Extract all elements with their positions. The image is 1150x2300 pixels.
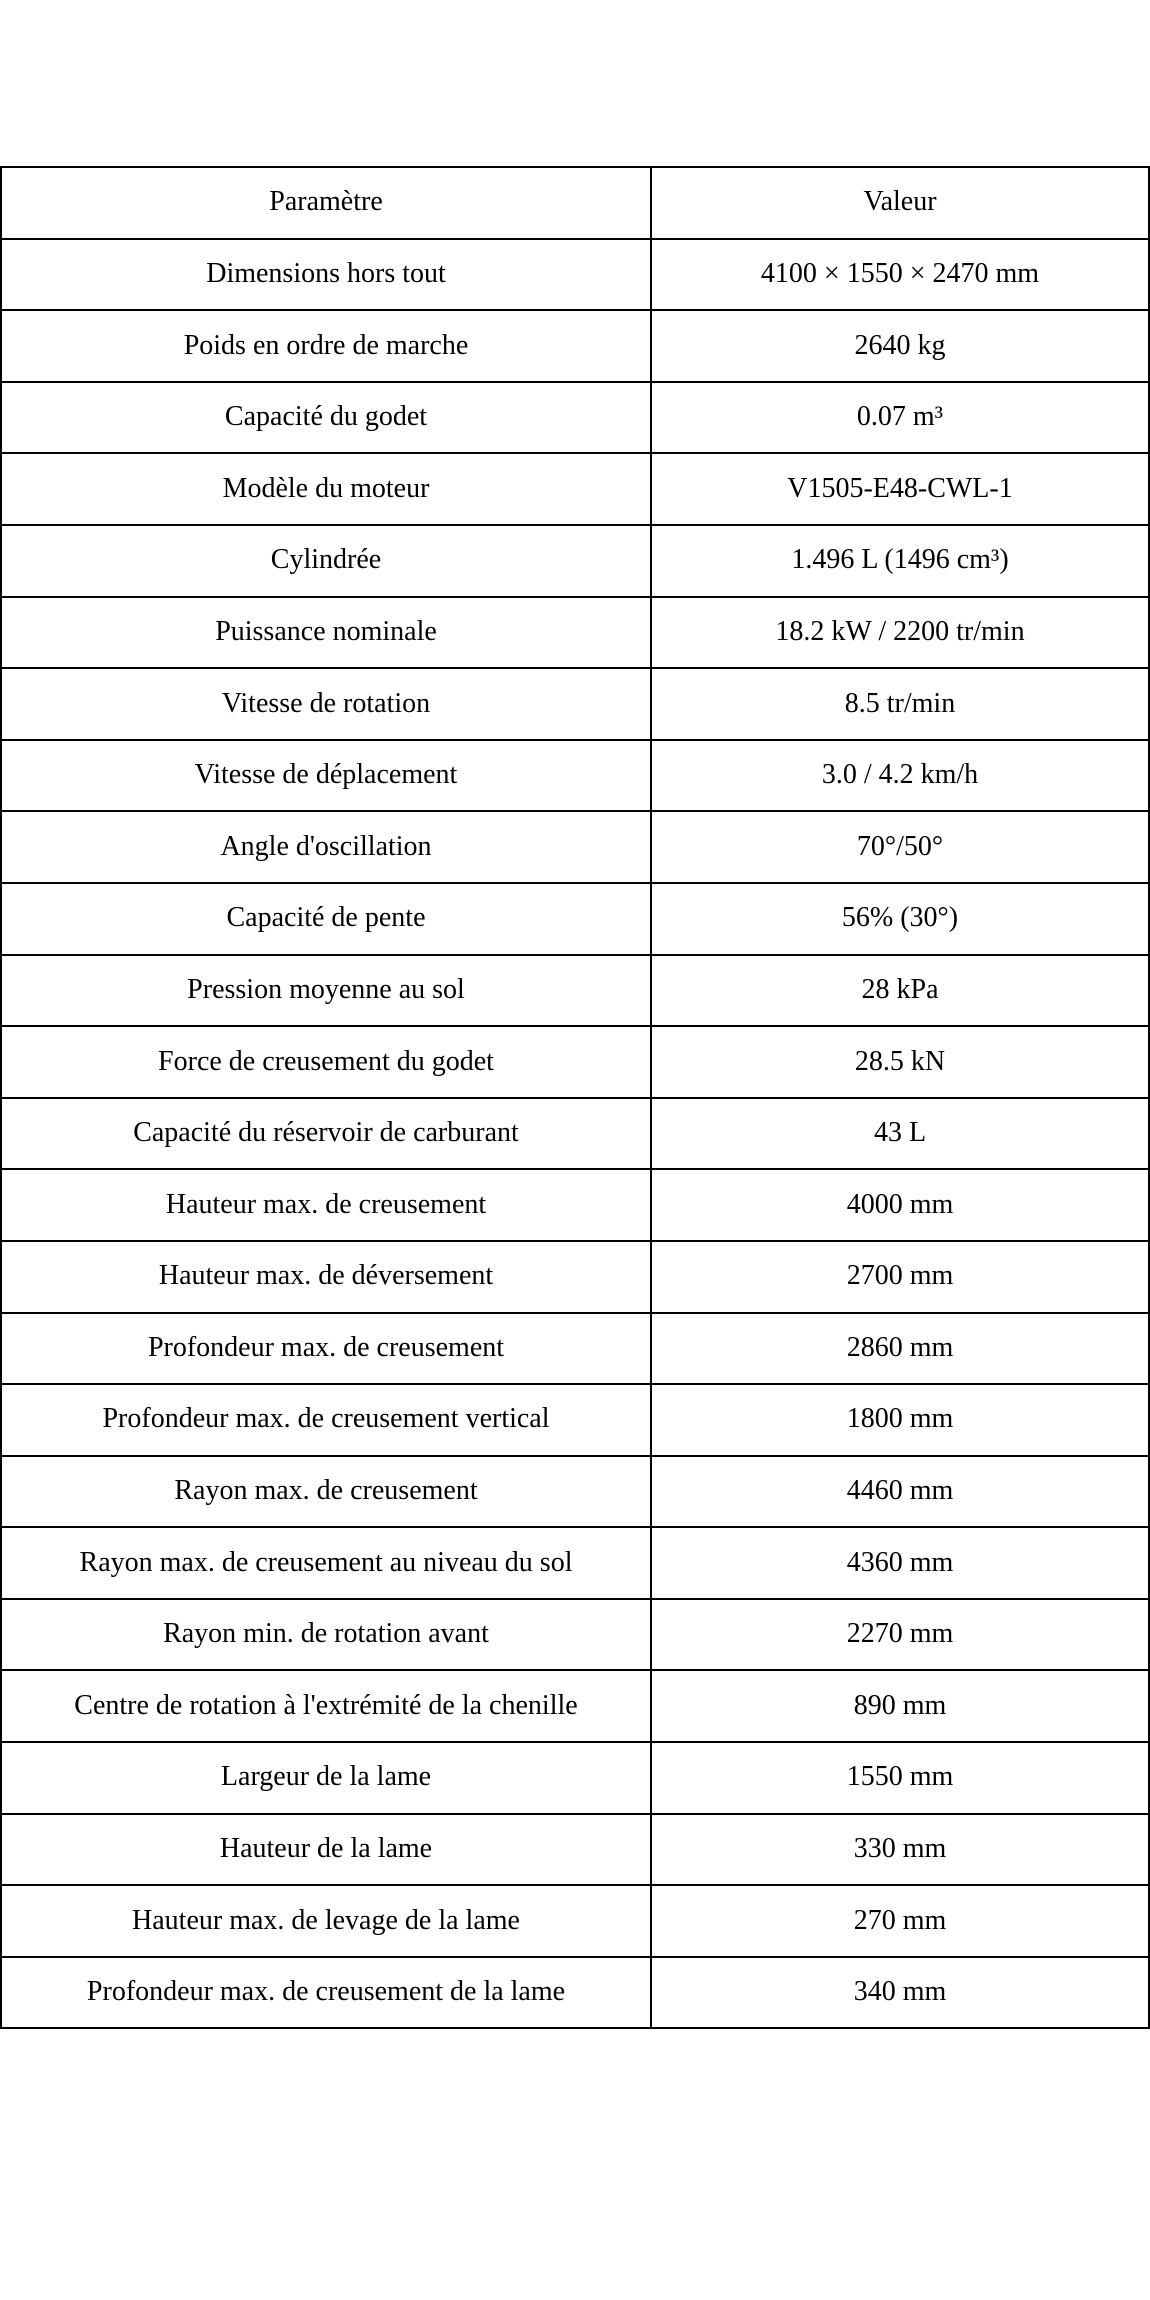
parameter-cell: Modèle du moteur [1, 453, 651, 525]
value-cell: 1550 mm [651, 1742, 1149, 1814]
table-row [1, 1384, 1149, 1456]
value-cell: 4460 mm [651, 1456, 1149, 1528]
table-row [1, 453, 1149, 525]
parameter-cell: Hauteur de la lame [1, 1814, 651, 1886]
table-row [1, 1241, 1149, 1313]
table-row [1, 1169, 1149, 1241]
parameter-cell: Puissance nominale [1, 597, 651, 669]
parameter-cell: Hauteur max. de déversement [1, 1241, 651, 1313]
header-parametre: Paramètre [1, 167, 651, 239]
parameter-cell: Rayon max. de creusement au niveau du sol [1, 1527, 651, 1599]
value-cell: 56% (30°) [651, 883, 1149, 955]
parameter-cell: Vitesse de rotation [1, 668, 651, 740]
value-cell: 18.2 kW / 2200 tr/min [651, 597, 1149, 669]
table-row [1, 525, 1149, 597]
value-cell: 1800 mm [651, 1384, 1149, 1456]
parameter-cell: Poids en ordre de marche [1, 310, 651, 382]
value-cell: 330 mm [651, 1814, 1149, 1886]
parameter-cell: Profondeur max. de creusement vertical [1, 1384, 651, 1456]
parameter-cell: Centre de rotation à l'extrémité de la chenille [1, 1670, 651, 1742]
table-row [1, 883, 1149, 955]
value-cell: 4100 × 1550 × 2470 mm [651, 239, 1149, 311]
table-row [1, 740, 1149, 812]
table-row [1, 1742, 1149, 1814]
value-cell: 340 mm [651, 1957, 1149, 2029]
parameter-cell: Capacité de pente [1, 883, 651, 955]
parameter-cell: Capacité du réservoir de carburant [1, 1098, 651, 1170]
parameter-cell: Hauteur max. de levage de la lame [1, 1885, 651, 1957]
value-cell: V1505-E48-CWL-1 [651, 453, 1149, 525]
value-cell: 4360 mm [651, 1527, 1149, 1599]
table-row [1, 1670, 1149, 1742]
table-row [1, 239, 1149, 311]
table-body [1, 239, 1149, 2029]
table-row [1, 1814, 1149, 1886]
value-cell: 2860 mm [651, 1313, 1149, 1385]
value-cell: 2270 mm [651, 1599, 1149, 1671]
value-cell: 8.5 tr/min [651, 668, 1149, 740]
table-row [1, 1885, 1149, 1957]
table-row [1, 1456, 1149, 1528]
parameter-cell: Profondeur max. de creusement de la lame [1, 1957, 651, 2029]
parameter-cell: Force de creusement du godet [1, 1026, 651, 1098]
table-row [1, 668, 1149, 740]
table-row [1, 597, 1149, 669]
table-row [1, 811, 1149, 883]
parameter-cell: Largeur de la lame [1, 1742, 651, 1814]
value-cell: 2700 mm [651, 1241, 1149, 1313]
table-header [1, 167, 1149, 239]
parameter-cell: Profondeur max. de creusement [1, 1313, 651, 1385]
parameter-cell: Rayon min. de rotation avant [1, 1599, 651, 1671]
table-row [1, 1957, 1149, 2029]
table-row [1, 1098, 1149, 1170]
header-valeur: Valeur [651, 167, 1149, 239]
table-row [1, 310, 1149, 382]
value-cell: 0.07 m³ [651, 382, 1149, 454]
table-row [1, 1527, 1149, 1599]
value-cell: 2640 kg [651, 310, 1149, 382]
parameter-cell: Cylindrée [1, 525, 651, 597]
table-row [1, 955, 1149, 1027]
table-row [1, 1313, 1149, 1385]
value-cell: 43 L [651, 1098, 1149, 1170]
value-cell: 28.5 kN [651, 1026, 1149, 1098]
header-row [1, 167, 1149, 239]
table-row [1, 1026, 1149, 1098]
table-row [1, 1599, 1149, 1671]
value-cell: 70°/50° [651, 811, 1149, 883]
value-cell: 28 kPa [651, 955, 1149, 1027]
table-row [1, 382, 1149, 454]
parameter-cell: Rayon max. de creusement [1, 1456, 651, 1528]
value-cell: 890 mm [651, 1670, 1149, 1742]
value-cell: 1.496 L (1496 cm³) [651, 525, 1149, 597]
parameter-cell: Hauteur max. de creusement [1, 1169, 651, 1241]
value-cell: 4000 mm [651, 1169, 1149, 1241]
parameter-cell: Angle d'oscillation [1, 811, 651, 883]
parameter-cell: Dimensions hors tout [1, 239, 651, 311]
parameter-cell: Vitesse de déplacement [1, 740, 651, 812]
parameter-cell: Capacité du godet [1, 382, 651, 454]
parameter-cell: Pression moyenne au sol [1, 955, 651, 1027]
value-cell: 270 mm [651, 1885, 1149, 1957]
value-cell: 3.0 / 4.2 km/h [651, 740, 1149, 812]
spec-table [0, 166, 1150, 2029]
